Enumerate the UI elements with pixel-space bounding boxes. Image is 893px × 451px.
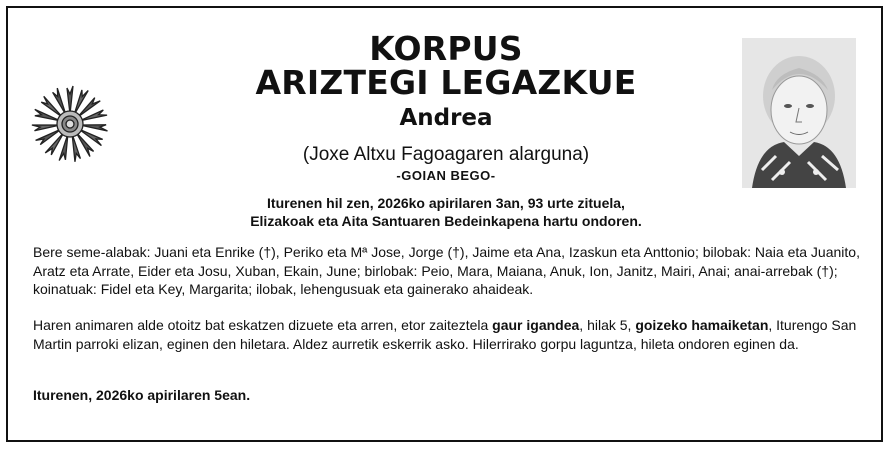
thistle-flower-icon	[28, 82, 112, 166]
surname-line-1: KORPUS	[369, 29, 523, 68]
given-name: Andrea	[399, 105, 493, 131]
family-paragraph: Bere seme-alabak: Juani eta Enrike (†), Periko eta Mª Jose, Jorge (†), Jaime eta Ana, Izaskun eta Anttonio; bilobak: Naia eta Juanito, Aratz eta Arrate, Eider eta Josu, Xuban, Ekain, June; birlobak: Peio, Mara, Maiana, Anuk, Ion, Janitz, Mairi, Anai; anai-arrebak (†); koinatuak: Fidel eta Key, Margarita; ilobak, lehengusuak eta gainerako ahaideak.	[33, 244, 860, 297]
closing-line: Iturenen, 2026ko apirilaren 5ean.	[33, 387, 251, 403]
surname-line-2: ARIZTEGI LEGAZKUE	[255, 63, 637, 102]
spouse-line: (Joxe Altxu Fagoagaren alarguna)	[302, 144, 590, 165]
service-text-1: Haren animaren alde otoitz bat eskatzen dizuete eta arren, etor zaiteztela	[33, 317, 493, 333]
service-text-2: , hilak 5,	[579, 317, 636, 333]
service-text-3: , Iturengo San Martin parroki elizan, eginen den hiletara. Aldez aurretik eskerrik asko. Hilerrirako gorpu laguntza, hileta ondoren eginen da.	[33, 317, 857, 352]
nickname: -GOIAN BEGO-	[396, 168, 496, 183]
death-notice-line-2: Elizakoak eta Aita Santuaren Bedeinkapena hartu ondoren.	[250, 213, 642, 229]
service-day: gaur igandea	[492, 317, 580, 333]
surname-block	[220, 29, 672, 102]
service-paragraph	[33, 316, 863, 353]
portrait-photo	[742, 38, 856, 188]
death-notice-line-1: Iturenen hil zen, 2026ko apirilaren 3an, 93 urte zituela,	[267, 195, 625, 211]
death-notice	[150, 194, 742, 230]
service-time: goizeko hamaiketan	[635, 317, 769, 333]
